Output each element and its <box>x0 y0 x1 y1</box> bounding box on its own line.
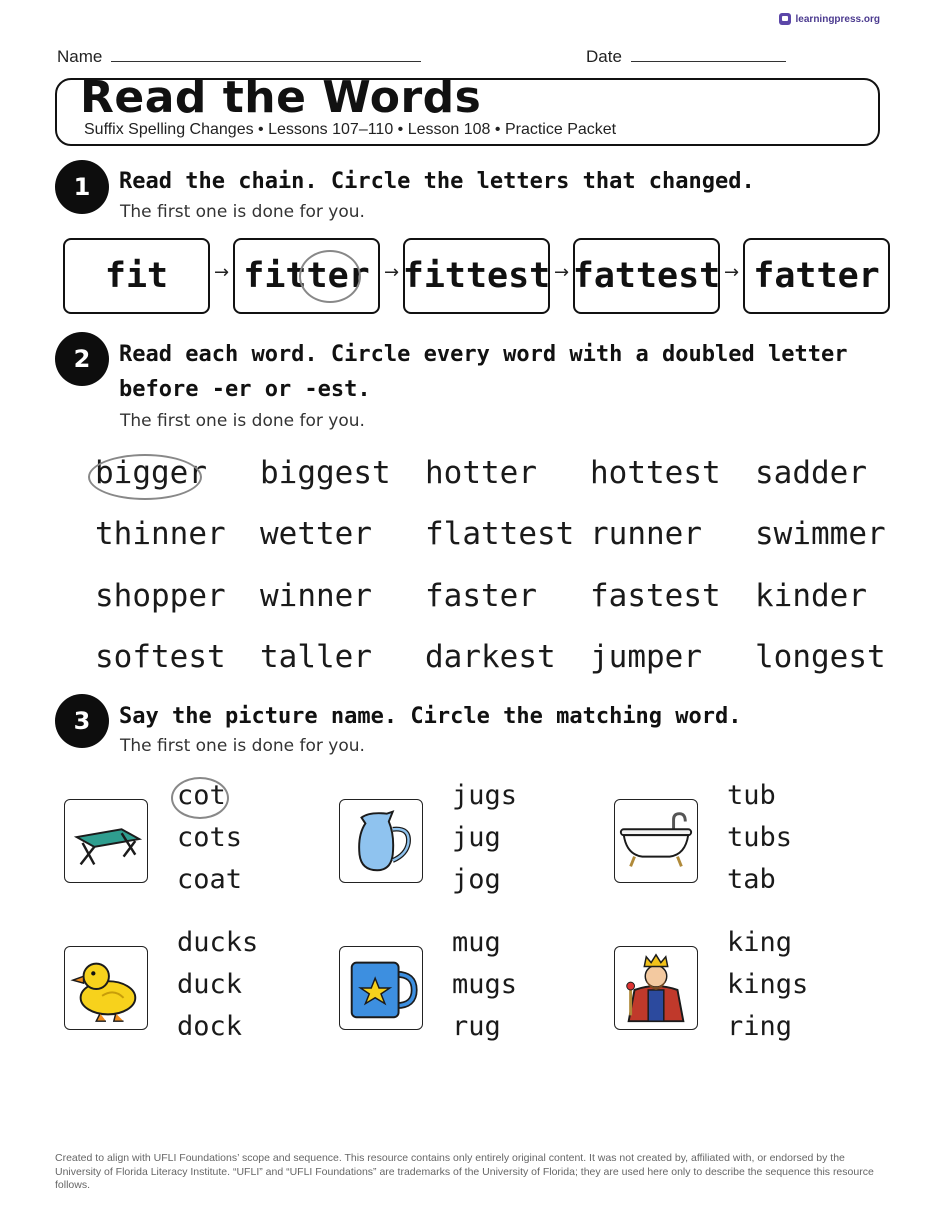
chain-arrow-icon: → <box>554 262 570 283</box>
brand-label: learningpress.org <box>795 13 880 25</box>
section-2-instruction-line-2: before -er or -est. <box>119 377 371 402</box>
cot-icon <box>65 800 147 882</box>
tub-picture <box>614 799 698 883</box>
section-2-instruction-line-1: Read each word. Circle every word with a doubled letter <box>119 342 848 367</box>
duck-icon <box>65 947 147 1029</box>
example-circle-mark <box>171 777 229 819</box>
choice-word[interactable]: tubs <box>727 822 793 853</box>
word-item[interactable]: bigger <box>95 455 207 491</box>
chain-word-box[interactable]: fattest <box>573 238 720 314</box>
choice-word[interactable]: cot <box>177 780 226 811</box>
choice-word[interactable]: ducks <box>177 927 259 958</box>
section-3-number: 3 <box>55 694 109 748</box>
name-field <box>57 47 421 67</box>
choice-word[interactable]: mugs <box>452 969 518 1000</box>
choice-word[interactable]: ring <box>727 1011 793 1042</box>
choice-word[interactable]: jugs <box>452 780 518 811</box>
date-field <box>586 47 786 67</box>
choice-word[interactable]: duck <box>177 969 243 1000</box>
bathtub-icon <box>615 800 697 882</box>
choice-word[interactable]: dock <box>177 1011 243 1042</box>
choice-word[interactable]: coat <box>177 864 243 895</box>
section-3-instruction: Say the picture name. Circle the matching word. <box>119 704 742 729</box>
example-circle-mark <box>299 250 361 303</box>
choice-word[interactable]: jug <box>452 822 501 853</box>
word-item[interactable]: faster <box>425 578 537 614</box>
section-1-instruction: Read the chain. Circle the letters that changed. <box>119 169 755 194</box>
chain-arrow-icon: → <box>214 262 230 283</box>
word-item[interactable]: kinder <box>755 578 867 614</box>
jug-icon <box>340 800 422 882</box>
chain-word-box[interactable]: fittest <box>403 238 550 314</box>
choice-word[interactable]: kings <box>727 969 809 1000</box>
choice-word[interactable]: cots <box>177 822 243 853</box>
date-line[interactable] <box>631 48 786 62</box>
word-item[interactable]: jumper <box>590 639 702 675</box>
jug-picture <box>339 799 423 883</box>
word-item[interactable]: taller <box>260 639 372 675</box>
word-item[interactable]: sadder <box>755 455 867 491</box>
chain-arrow-icon: → <box>384 262 400 283</box>
cot-picture <box>64 799 148 883</box>
word-item[interactable]: hotter <box>425 455 537 491</box>
page-title: Read the Words <box>80 72 482 123</box>
mug-picture <box>339 946 423 1030</box>
example-circle-mark <box>88 454 202 500</box>
chain-word-box[interactable]: fitter <box>233 238 380 314</box>
chain-word-box[interactable]: fit <box>63 238 210 314</box>
page-subtitle: Suffix Spelling Changes • Lessons 107–110 • Lesson 108 • Practice Packet <box>84 121 617 138</box>
word-item[interactable]: hottest <box>590 455 721 491</box>
brand-link[interactable] <box>779 13 880 25</box>
section-2-number: 2 <box>55 332 109 386</box>
choice-word[interactable]: king <box>727 927 793 958</box>
king-picture <box>614 946 698 1030</box>
king-icon <box>615 947 697 1029</box>
word-item[interactable]: thinner <box>95 516 226 552</box>
word-item[interactable]: flattest <box>425 516 575 552</box>
section-1-note: The first one is done for you. <box>120 202 365 222</box>
word-item[interactable]: swimmer <box>755 516 886 552</box>
word-item[interactable]: runner <box>590 516 702 552</box>
date-label: Date <box>586 47 622 66</box>
name-line[interactable] <box>111 48 421 62</box>
word-item[interactable]: biggest <box>260 455 391 491</box>
duck-picture <box>64 946 148 1030</box>
choice-word[interactable]: mug <box>452 927 501 958</box>
chain-arrow-icon: → <box>724 262 740 283</box>
footer-disclaimer: Created to align with UFLI Foundations’ scope and sequence. This resource contains only entirely original content. It was not created by, affiliated with, or endorsed by the University of Florida Literacy Institute. “UFLI” and “UFLI Foundations” are trademarks of the University of Florida; they are used here only to describe the sequence this resource follows. <box>55 1152 874 1191</box>
section-2-note: The first one is done for you. <box>120 411 365 431</box>
choice-word[interactable]: jog <box>452 864 501 895</box>
chain-word-box[interactable]: fatter <box>743 238 890 314</box>
section-3-note: The first one is done for you. <box>120 736 365 756</box>
choice-word[interactable]: tab <box>727 864 776 895</box>
choice-word[interactable]: tub <box>727 780 776 811</box>
word-item[interactable]: fastest <box>590 578 721 614</box>
word-item[interactable]: softest <box>95 639 226 675</box>
word-item[interactable]: wetter <box>260 516 372 552</box>
brand-logo-icon <box>779 13 791 25</box>
choice-word[interactable]: rug <box>452 1011 501 1042</box>
word-item[interactable]: darkest <box>425 639 556 675</box>
section-1-number: 1 <box>55 160 109 214</box>
name-label: Name <box>57 47 103 66</box>
word-item[interactable]: shopper <box>95 578 226 614</box>
word-item[interactable]: longest <box>755 639 886 675</box>
word-item[interactable]: winner <box>260 578 372 614</box>
mug-icon <box>340 947 422 1029</box>
